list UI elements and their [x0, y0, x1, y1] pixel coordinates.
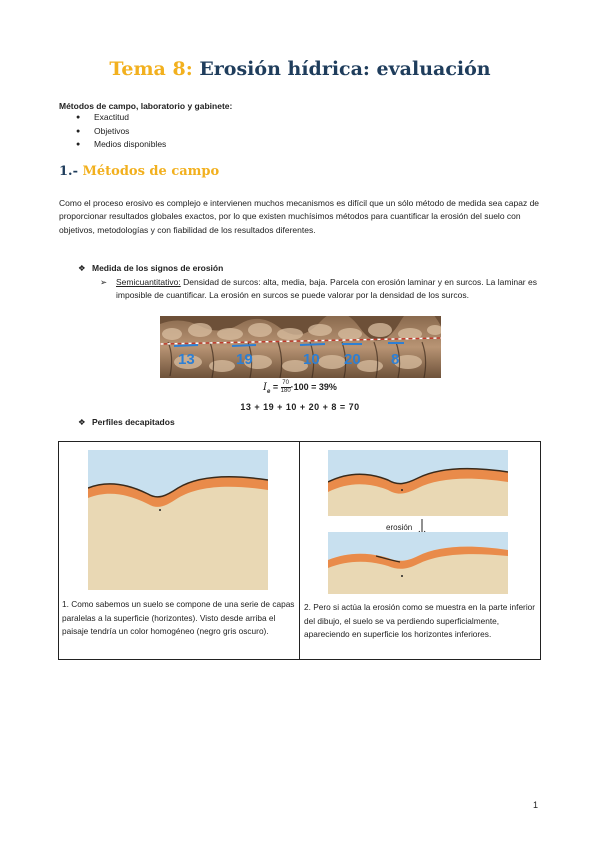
- page-title: Tema 8: Erosión hídrica: evaluación: [109, 58, 491, 80]
- diamond-bullet-icon: ❖: [78, 417, 86, 427]
- arrow-bullet-icon: ➢: [100, 277, 108, 287]
- table-divider: [299, 442, 300, 659]
- soil-profile-diagram-intact: [88, 450, 268, 590]
- page-number: 1: [533, 800, 539, 810]
- fraction: $\frac{70}{180}$: [280, 380, 291, 394]
- caption-right: 2. Pero si actúa la erosión como se muestra en la parte inferior del dibujo, el suelo se va perdiendo superficialmente, apareciendo en superficie los horizontes inferiores.: [304, 602, 536, 640]
- subsection-heading-profiles: ❖ Perfiles decapitados: [78, 417, 175, 427]
- diamond-bullet-icon: ❖: [78, 263, 86, 273]
- rill-count-label: 8: [391, 351, 400, 368]
- formula-sum: 13 + 19 + 10 + 20 + 8 = 70: [240, 402, 360, 412]
- list-item: ● Objetivos: [76, 125, 166, 139]
- intro-paragraph: Como el proceso erosivo es complejo e intervienen muchos mecanismos es difícil que un sólo método de medida sea capaz de proporcionar resultados globales exactos, por lo que existen muchísimos métodos para cuantificar la erosión del suelo con objetivos, metodologías y con fiabilidad de los resultados diferentes.: [59, 198, 540, 235]
- semicuantitative-paragraph: ➢ Semicuantitativo: Densidad de surcos: alta, media, baja. Parcela con erosión laminar y en surcos. La laminar es imposible de cuantificar. La erosión en surcos se puede valorar por la densidad de los surcos.: [100, 277, 537, 301]
- list-item: ● Medios disponibles: [76, 138, 166, 152]
- formula-erosion-index: $I_e$ = $\frac{70}{180}$ ·100 = 39%: [263, 380, 337, 395]
- erosion-label: erosión: [386, 523, 413, 532]
- subsection-heading-signs: ❖ Medida de los signos de erosión: [78, 263, 224, 273]
- list-item: ● Exactitud: [76, 111, 166, 125]
- soil-profile-diagram-before: [328, 450, 508, 516]
- rills-photo: [160, 316, 441, 378]
- caption-left: 1. Como sabemos un suelo se compone de una serie de capas paralelas a la superficie (horizontes). Visto desde arriba el paisaje tendría un color homogéneo (negro gris oscuro).: [62, 599, 295, 637]
- section-title: 1.- Métodos de campo: [59, 164, 220, 179]
- rill-count-label: 19: [236, 351, 253, 368]
- rill-count-label: 10: [303, 351, 320, 368]
- rill-count-label: 13: [178, 351, 195, 368]
- soil-profile-diagram-eroded: [328, 532, 508, 594]
- methods-list: [76, 111, 166, 152]
- rill-count-label: 20: [344, 351, 361, 368]
- methods-heading: Métodos de campo, laboratorio y gabinete:: [59, 101, 233, 111]
